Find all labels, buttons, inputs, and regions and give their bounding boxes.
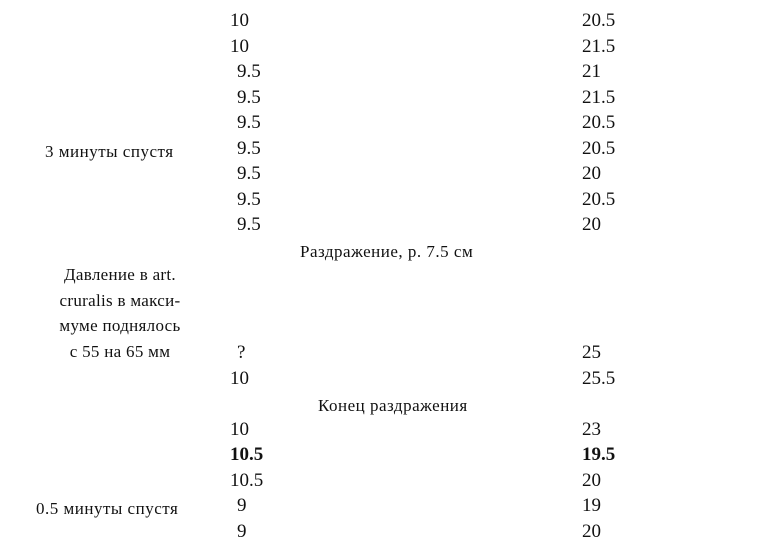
col1-value: 9.5 <box>237 87 261 108</box>
col2-value: 21 <box>582 61 601 82</box>
row-label: 3 минуты спустя <box>45 142 174 161</box>
note-line: с 55 на 65 мм <box>69 341 171 361</box>
col1-value: ? <box>237 342 246 363</box>
col1-value: 10 <box>230 368 249 389</box>
col2-value: 20.5 <box>582 138 616 159</box>
row-label: 0.5 минуты спустя <box>36 499 179 518</box>
col2-value: 21.5 <box>582 87 616 108</box>
col1-value: 10 <box>230 10 249 31</box>
col2-value: 20 <box>582 163 601 184</box>
col1-value: 10 <box>230 419 249 440</box>
col2-value: 21.5 <box>582 36 616 57</box>
col2-value: 20 <box>582 521 601 542</box>
note-line: cruralis в макси- <box>59 290 181 310</box>
col2-value: 20.5 <box>582 10 616 31</box>
col2-value: 20.5 <box>582 112 616 133</box>
col1-value: 9.5 <box>237 214 261 235</box>
col1-value: 9.5 <box>237 189 261 210</box>
section-heading: Раздражение, р. 7.5 см <box>300 242 474 261</box>
col1-value: 9 <box>237 495 247 516</box>
col2-value: 20 <box>582 470 601 491</box>
col1-value: 9 <box>237 521 247 542</box>
col2-value: 19 <box>582 495 601 516</box>
col1-value: 10.5 <box>230 470 264 491</box>
col2-value: 19.5 <box>582 444 616 465</box>
col2-value: 20 <box>582 214 601 235</box>
col1-value: 9.5 <box>237 138 261 159</box>
col2-value: 23 <box>582 419 601 440</box>
col1-value: 10.5 <box>230 444 264 465</box>
section-heading: Конец раздражения <box>318 396 468 415</box>
col1-value: 10 <box>230 36 249 57</box>
note-line: Давление в art. <box>64 265 176 284</box>
col2-value: 25.5 <box>582 368 616 389</box>
col1-value: 9.5 <box>237 163 261 184</box>
note-line: муме поднялось <box>59 316 181 335</box>
col1-value: 9.5 <box>237 112 261 133</box>
col2-value: 25 <box>582 342 601 363</box>
pressure-note <box>35 262 205 364</box>
col1-value: 9.5 <box>237 61 261 82</box>
col2-value: 20.5 <box>582 189 616 210</box>
